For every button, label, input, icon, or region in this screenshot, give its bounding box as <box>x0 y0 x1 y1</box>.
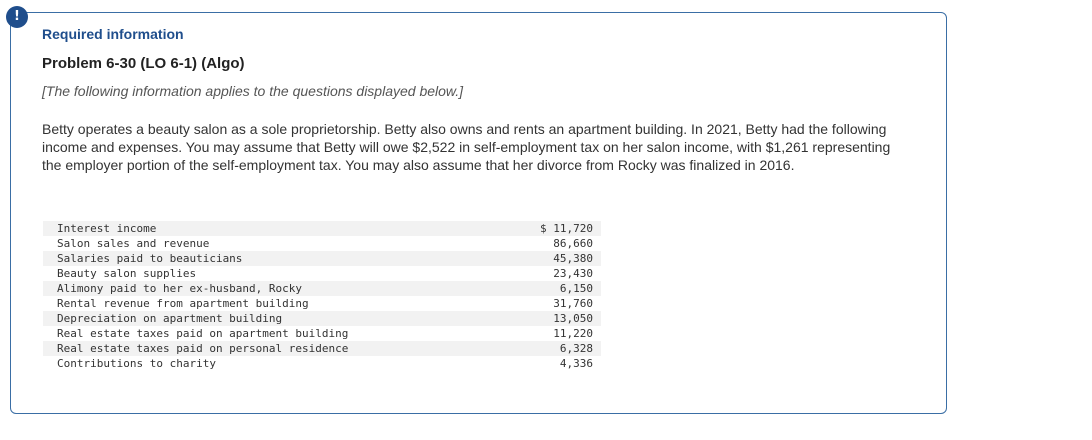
problem-description: Betty operates a beauty salon as a sole proprietorship. Betty also owns and rents an apartment building. In 2021, Betty had the following income and expenses. You may assume that Betty will owe $2,522 in self-employment tax on her salon income, with $1,261 representing the employer portion of the self-employment tax. You may also assume that her divorce from Rocky was finalized in 2016. <box>42 121 891 173</box>
row-label: Rental revenue from apartment building <box>43 296 495 311</box>
row-amount: 4,336 <box>495 356 601 371</box>
table-row <box>43 326 601 341</box>
row-label: Salon sales and revenue <box>43 236 495 251</box>
table-row <box>43 296 601 311</box>
row-amount: 23,430 <box>495 266 601 281</box>
row-amount: 6,328 <box>495 341 601 356</box>
table-row <box>43 236 601 251</box>
row-label: Real estate taxes paid on personal residence <box>43 341 495 356</box>
row-label: Contributions to charity <box>43 356 495 371</box>
table-row <box>43 251 601 266</box>
row-amount: $ 11,720 <box>495 221 601 236</box>
table-row <box>43 221 601 236</box>
problem-title: Problem 6-30 (LO 6-1) (Algo) <box>42 55 245 72</box>
table-row <box>43 341 601 356</box>
row-label: Alimony paid to her ex-husband, Rocky <box>43 281 495 296</box>
row-amount: 31,760 <box>495 296 601 311</box>
table-row <box>43 266 601 281</box>
row-amount: 6,150 <box>495 281 601 296</box>
income-expense-table <box>43 221 601 371</box>
row-amount: 86,660 <box>495 236 601 251</box>
row-label: Real estate taxes paid on apartment building <box>43 326 495 341</box>
table-row <box>43 281 601 296</box>
required-information-label: Required information <box>42 26 184 42</box>
exclamation-icon: ! <box>6 6 28 28</box>
row-amount: 45,380 <box>495 251 601 266</box>
table-row <box>43 356 601 371</box>
row-label: Salaries paid to beauticians <box>43 251 495 266</box>
row-amount: 11,220 <box>495 326 601 341</box>
row-label: Depreciation on apartment building <box>43 311 495 326</box>
row-label: Beauty salon supplies <box>43 266 495 281</box>
intro-note: [The following information applies to the questions displayed below.] <box>42 83 464 99</box>
row-amount: 13,050 <box>495 311 601 326</box>
row-label: Interest income <box>43 221 495 236</box>
table-row <box>43 311 601 326</box>
